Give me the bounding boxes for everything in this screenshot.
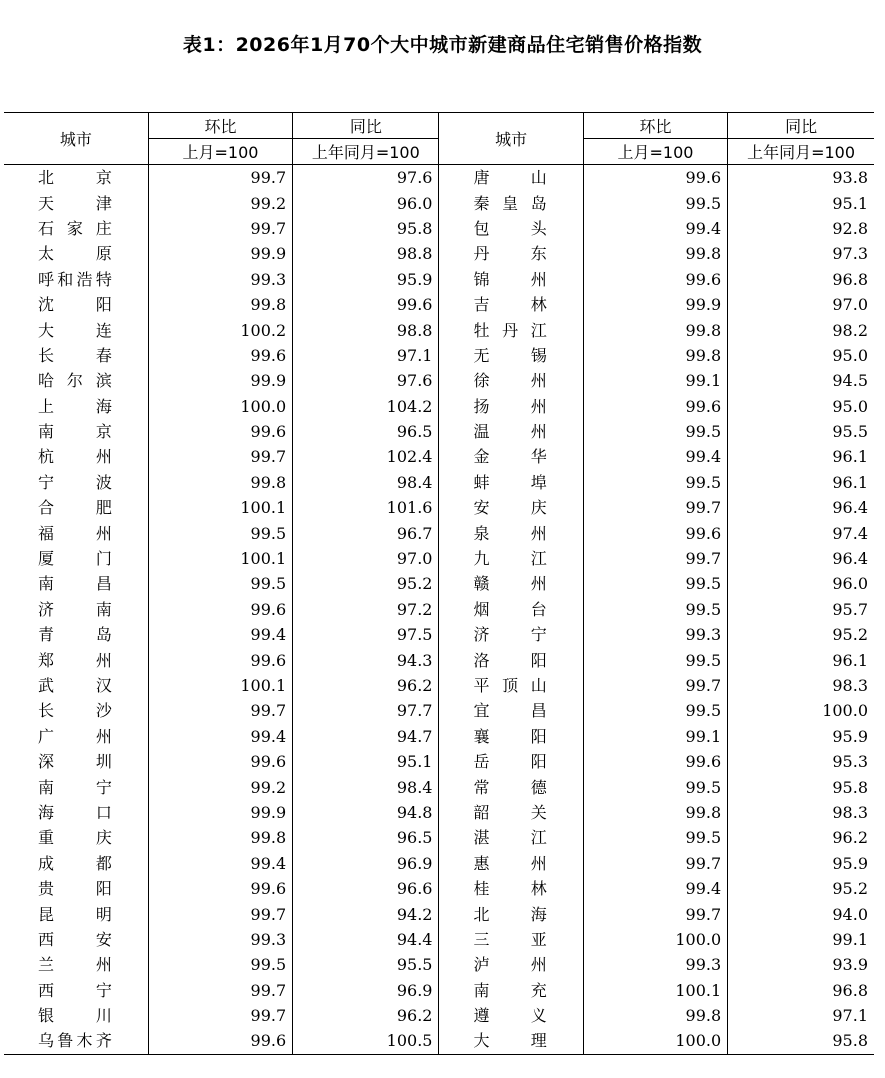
- city-name-cell: 昆明: [38, 904, 112, 924]
- yoy-value-cell: 99.6: [293, 292, 439, 317]
- city-name-cell: 襄阳: [439, 724, 583, 749]
- yoy-value-cell: 104.2: [293, 394, 439, 419]
- yoy-value-cell: 101.6: [293, 495, 439, 520]
- city-name-cell: 吉林: [439, 292, 583, 317]
- mom-value-cell: 99.1: [583, 368, 727, 393]
- city-name-cell: 牡丹江: [439, 317, 583, 342]
- mom-value-cell: 99.4: [583, 876, 727, 901]
- yoy-value-cell: 97.1: [293, 343, 439, 368]
- yoy-value-cell: 95.7: [728, 597, 874, 622]
- mom-value-cell: 100.1: [148, 546, 292, 571]
- table-row: [4, 495, 874, 520]
- yoy-value-cell: 100.5: [293, 1028, 439, 1054]
- city-name-cell: 赣州: [439, 571, 583, 596]
- city-name-cell: 蚌埠: [439, 470, 583, 495]
- city-name-cell: 泉州: [439, 520, 583, 545]
- yoy-value-cell: 98.3: [728, 800, 874, 825]
- table-row: [4, 241, 874, 266]
- yoy-value-cell: 94.4: [293, 927, 439, 952]
- city-name-cell: 南京: [38, 422, 112, 442]
- yoy-value-cell: 95.3: [728, 749, 874, 774]
- yoy-value-cell: 96.7: [293, 520, 439, 545]
- yoy-value-cell: 94.5: [728, 368, 874, 393]
- yoy-value-cell: 94.3: [293, 647, 439, 672]
- table-row: [4, 343, 874, 368]
- mom-value-cell: 99.6: [148, 597, 292, 622]
- yoy-value-cell: 96.4: [728, 495, 874, 520]
- city-name-cell: 惠州: [439, 851, 583, 876]
- yoy-value-cell: 95.5: [293, 952, 439, 977]
- yoy-value-cell: 99.1: [728, 927, 874, 952]
- mom-value-cell: 100.2: [148, 317, 292, 342]
- city-name-cell: 常德: [439, 774, 583, 799]
- yoy-value-cell: 98.8: [293, 241, 439, 266]
- yoy-value-cell: 98.2: [728, 317, 874, 342]
- yoy-value-cell: 95.8: [728, 774, 874, 799]
- yoy-value-cell: 93.8: [728, 165, 874, 191]
- city-name-cell: 丹东: [439, 241, 583, 266]
- yoy-value-cell: 93.9: [728, 952, 874, 977]
- mom-value-cell: 99.7: [148, 901, 292, 926]
- mom-value-cell: 99.8: [148, 292, 292, 317]
- table-row: [4, 1003, 874, 1028]
- city-name-cell: 长春: [38, 345, 112, 365]
- mom-value-cell: 99.3: [148, 267, 292, 292]
- yoy-value-cell: 95.2: [293, 571, 439, 596]
- city-name-cell: 洛阳: [439, 647, 583, 672]
- yoy-value-cell: 97.6: [293, 165, 439, 191]
- yoy-value-cell: 96.8: [728, 267, 874, 292]
- mom-value-cell: 99.4: [148, 851, 292, 876]
- yoy-value-cell: 98.4: [293, 470, 439, 495]
- city-name-cell: 海口: [38, 802, 112, 822]
- table-row: [4, 1028, 874, 1054]
- city-name-cell: 成都: [38, 853, 112, 873]
- yoy-value-cell: 96.0: [728, 571, 874, 596]
- mom-value-cell: 99.6: [148, 876, 292, 901]
- table-row: [4, 444, 874, 469]
- mom-value-cell: 99.2: [148, 190, 292, 215]
- header-mom-left: 环比: [148, 113, 292, 139]
- city-name-cell: 唐山: [439, 165, 583, 191]
- city-name-cell: 厦门: [38, 549, 112, 569]
- yoy-value-cell: 95.1: [728, 190, 874, 215]
- header-mom-base-left: 上月=100: [148, 139, 292, 165]
- mom-value-cell: 99.6: [583, 520, 727, 545]
- city-name-cell: 扬州: [439, 394, 583, 419]
- yoy-value-cell: 96.4: [728, 546, 874, 571]
- city-name-cell: 青岛: [38, 625, 112, 645]
- page-title: 表1：2026年1月70个大中城市新建商品住宅销售价格指数: [182, 34, 703, 56]
- table-row: [4, 952, 874, 977]
- yoy-value-cell: 98.3: [728, 673, 874, 698]
- table-row: [4, 724, 874, 749]
- city-name-cell: 乌鲁木齐: [4, 1028, 148, 1054]
- yoy-value-cell: 95.8: [728, 1028, 874, 1054]
- mom-value-cell: 99.6: [583, 749, 727, 774]
- city-name-cell: 温州: [439, 419, 583, 444]
- mom-value-cell: 99.6: [583, 394, 727, 419]
- mom-value-cell: 99.7: [148, 165, 292, 191]
- table-row: [4, 927, 874, 952]
- mom-value-cell: 99.8: [583, 343, 727, 368]
- mom-value-cell: 99.8: [583, 800, 727, 825]
- mom-value-cell: 99.4: [148, 724, 292, 749]
- mom-value-cell: 99.2: [148, 774, 292, 799]
- yoy-value-cell: 96.9: [293, 851, 439, 876]
- table-row: [4, 292, 874, 317]
- city-name-cell: 安庆: [439, 495, 583, 520]
- mom-value-cell: 99.8: [583, 1003, 727, 1028]
- city-name-cell: 九江: [439, 546, 583, 571]
- mom-value-cell: 99.4: [583, 444, 727, 469]
- header-mom-base-right: 上月=100: [583, 139, 727, 165]
- city-name-cell: 南昌: [38, 574, 112, 594]
- mom-value-cell: 99.7: [583, 495, 727, 520]
- yoy-value-cell: 96.2: [293, 673, 439, 698]
- city-name-cell: 金华: [439, 444, 583, 469]
- city-name-cell: 北京: [38, 168, 112, 188]
- city-name-cell: 深圳: [38, 752, 112, 772]
- yoy-value-cell: 95.9: [728, 724, 874, 749]
- table-row: [4, 622, 874, 647]
- table-row: [4, 267, 874, 292]
- table-row: [4, 190, 874, 215]
- city-name-cell: 呼和浩特: [38, 269, 112, 289]
- city-name-cell: 天津: [38, 193, 112, 213]
- mom-value-cell: 99.5: [583, 190, 727, 215]
- mom-value-cell: 100.0: [583, 1028, 727, 1054]
- yoy-value-cell: 97.3: [728, 241, 874, 266]
- table-row: [4, 216, 874, 241]
- yoy-value-cell: 97.6: [293, 368, 439, 393]
- mom-value-cell: 99.9: [148, 241, 292, 266]
- yoy-value-cell: 95.0: [728, 394, 874, 419]
- city-name-cell: 石家庄: [38, 218, 112, 238]
- table-row: [4, 825, 874, 850]
- city-name-cell: 西安: [38, 929, 112, 949]
- yoy-value-cell: 94.2: [293, 901, 439, 926]
- mom-value-cell: 99.1: [583, 724, 727, 749]
- city-name-cell: 锦州: [439, 267, 583, 292]
- table-row: [4, 571, 874, 596]
- city-name-cell: 大连: [38, 320, 112, 340]
- city-name-cell: 岳阳: [439, 749, 583, 774]
- yoy-value-cell: 97.0: [728, 292, 874, 317]
- yoy-value-cell: 96.5: [293, 419, 439, 444]
- table-row: [4, 673, 874, 698]
- mom-value-cell: 99.5: [148, 952, 292, 977]
- mom-value-cell: 99.5: [583, 774, 727, 799]
- city-name-cell: 银川: [38, 1006, 112, 1026]
- table-body: [4, 165, 874, 1055]
- yoy-value-cell: 95.1: [293, 749, 439, 774]
- mom-value-cell: 99.7: [148, 978, 292, 1003]
- yoy-value-cell: 96.9: [293, 978, 439, 1003]
- yoy-value-cell: 95.9: [293, 267, 439, 292]
- city-name-cell: 平顶山: [439, 673, 583, 698]
- city-name-cell: 上海: [38, 396, 112, 416]
- table-row: [4, 317, 874, 342]
- mom-value-cell: 99.7: [583, 851, 727, 876]
- yoy-value-cell: 96.2: [293, 1003, 439, 1028]
- yoy-value-cell: 100.0: [728, 698, 874, 723]
- city-name-cell: 合肥: [38, 498, 112, 518]
- mom-value-cell: 99.5: [148, 571, 292, 596]
- mom-value-cell: 99.4: [583, 216, 727, 241]
- city-name-cell: 兰州: [38, 955, 112, 975]
- yoy-value-cell: 98.8: [293, 317, 439, 342]
- header-city-right: 城市: [439, 113, 583, 165]
- city-name-cell: 贵阳: [38, 879, 112, 899]
- mom-value-cell: 99.9: [583, 292, 727, 317]
- yoy-value-cell: 96.5: [293, 825, 439, 850]
- city-name-cell: 郑州: [38, 650, 112, 670]
- table-row: [4, 165, 874, 191]
- city-name-cell: 泸州: [439, 952, 583, 977]
- city-name-cell: 太原: [38, 244, 112, 264]
- city-name-cell: 哈尔滨: [38, 371, 112, 391]
- table-header: [4, 113, 874, 165]
- mom-value-cell: 100.1: [148, 495, 292, 520]
- mom-value-cell: 99.7: [148, 216, 292, 241]
- yoy-value-cell: 95.5: [728, 419, 874, 444]
- city-name-cell: 包头: [439, 216, 583, 241]
- mom-value-cell: 99.3: [583, 622, 727, 647]
- mom-value-cell: 99.5: [583, 470, 727, 495]
- city-name-cell: 三亚: [439, 927, 583, 952]
- table-row: [4, 546, 874, 571]
- table-row: [4, 470, 874, 495]
- table-row: [4, 597, 874, 622]
- yoy-value-cell: 97.4: [728, 520, 874, 545]
- mom-value-cell: 99.5: [148, 520, 292, 545]
- yoy-value-cell: 97.5: [293, 622, 439, 647]
- table-row: [4, 851, 874, 876]
- city-name-cell: 桂林: [439, 876, 583, 901]
- table-row: [4, 394, 874, 419]
- mom-value-cell: 99.7: [148, 1003, 292, 1028]
- yoy-value-cell: 96.6: [293, 876, 439, 901]
- city-name-cell: 北海: [439, 901, 583, 926]
- yoy-value-cell: 98.4: [293, 774, 439, 799]
- mom-value-cell: 99.7: [583, 673, 727, 698]
- mom-value-cell: 99.8: [148, 825, 292, 850]
- mom-value-cell: 99.9: [148, 800, 292, 825]
- city-name-cell: 武汉: [38, 676, 112, 695]
- city-name-cell: 宁波: [38, 472, 112, 492]
- city-name-cell: 重庆: [38, 828, 112, 848]
- city-name-cell: 无锡: [439, 343, 583, 368]
- city-name-cell: 遵义: [439, 1003, 583, 1028]
- header-yoy-base-left: 上年同月=100: [293, 139, 439, 165]
- mom-value-cell: 100.0: [583, 927, 727, 952]
- mom-value-cell: 99.7: [148, 698, 292, 723]
- city-name-cell: 湛江: [439, 825, 583, 850]
- yoy-value-cell: 95.0: [728, 343, 874, 368]
- header-yoy-left: 同比: [293, 113, 439, 139]
- city-name-cell: 福州: [38, 523, 112, 543]
- price-index-table: [4, 112, 874, 1055]
- city-name-cell: 济南: [38, 599, 112, 619]
- mom-value-cell: 99.6: [148, 343, 292, 368]
- table-row: [4, 419, 874, 444]
- mom-value-cell: 99.8: [583, 317, 727, 342]
- city-name-cell: 徐州: [439, 368, 583, 393]
- yoy-value-cell: 96.0: [293, 190, 439, 215]
- table-row: [4, 520, 874, 545]
- header-yoy-base-right: 上年同月=100: [728, 139, 874, 165]
- table-row: [4, 800, 874, 825]
- mom-value-cell: 99.3: [583, 952, 727, 977]
- table-row: [4, 368, 874, 393]
- mom-value-cell: 99.3: [148, 927, 292, 952]
- yoy-value-cell: 95.9: [728, 851, 874, 876]
- city-name-cell: 南充: [439, 978, 583, 1003]
- mom-value-cell: 99.6: [148, 419, 292, 444]
- yoy-value-cell: 96.1: [728, 444, 874, 469]
- mom-value-cell: 99.6: [148, 1028, 292, 1054]
- yoy-value-cell: 96.8: [728, 978, 874, 1003]
- mom-value-cell: 99.8: [148, 470, 292, 495]
- yoy-value-cell: 94.7: [293, 724, 439, 749]
- mom-value-cell: 100.1: [583, 978, 727, 1003]
- mom-value-cell: 99.5: [583, 597, 727, 622]
- city-name-cell: 韶关: [439, 800, 583, 825]
- city-name-cell: 西宁: [38, 980, 112, 1000]
- mom-value-cell: 99.4: [148, 622, 292, 647]
- mom-value-cell: 99.9: [148, 368, 292, 393]
- yoy-value-cell: 95.8: [293, 216, 439, 241]
- mom-value-cell: 99.6: [583, 267, 727, 292]
- yoy-value-cell: 95.2: [728, 622, 874, 647]
- city-name-cell: 杭州: [38, 447, 112, 467]
- mom-value-cell: 99.8: [583, 241, 727, 266]
- city-name-cell: 广州: [38, 726, 112, 746]
- city-name-cell: 南宁: [38, 777, 112, 797]
- mom-value-cell: 99.5: [583, 419, 727, 444]
- yoy-value-cell: 92.8: [728, 216, 874, 241]
- city-name-cell: 沈阳: [38, 295, 112, 315]
- table-row: [4, 901, 874, 926]
- mom-value-cell: 100.0: [148, 394, 292, 419]
- mom-value-cell: 99.5: [583, 698, 727, 723]
- table-row: [4, 978, 874, 1003]
- mom-value-cell: 99.6: [148, 749, 292, 774]
- city-name-cell: 济宁: [439, 622, 583, 647]
- mom-value-cell: 99.5: [583, 571, 727, 596]
- yoy-value-cell: 97.1: [728, 1003, 874, 1028]
- mom-value-cell: 100.1: [148, 673, 292, 698]
- yoy-value-cell: 97.0: [293, 546, 439, 571]
- city-name-cell: 大理: [439, 1028, 583, 1054]
- yoy-value-cell: 96.1: [728, 470, 874, 495]
- mom-value-cell: 99.5: [583, 647, 727, 672]
- mom-value-cell: 99.7: [148, 444, 292, 469]
- mom-value-cell: 99.7: [583, 546, 727, 571]
- yoy-value-cell: 94.0: [728, 901, 874, 926]
- yoy-value-cell: 95.2: [728, 876, 874, 901]
- yoy-value-cell: 102.4: [293, 444, 439, 469]
- mom-value-cell: 99.6: [148, 647, 292, 672]
- table-row: [4, 698, 874, 723]
- mom-value-cell: 99.6: [583, 165, 727, 191]
- city-name-cell: 宜昌: [439, 698, 583, 723]
- mom-value-cell: 99.5: [583, 825, 727, 850]
- mom-value-cell: 99.7: [583, 901, 727, 926]
- city-name-cell: 长沙: [38, 701, 112, 721]
- yoy-value-cell: 97.2: [293, 597, 439, 622]
- city-name-cell: 烟台: [439, 597, 583, 622]
- yoy-value-cell: 96.2: [728, 825, 874, 850]
- yoy-value-cell: 96.1: [728, 647, 874, 672]
- table-row: [4, 749, 874, 774]
- header-mom-right: 环比: [583, 113, 727, 139]
- yoy-value-cell: 94.8: [293, 800, 439, 825]
- header-city-left: 城市: [4, 113, 148, 165]
- city-name-cell: 秦皇岛: [439, 190, 583, 215]
- table-row: [4, 876, 874, 901]
- header-yoy-right: 同比: [728, 113, 874, 139]
- yoy-value-cell: 97.7: [293, 698, 439, 723]
- table-row: [4, 647, 874, 672]
- table-row: [4, 774, 874, 799]
